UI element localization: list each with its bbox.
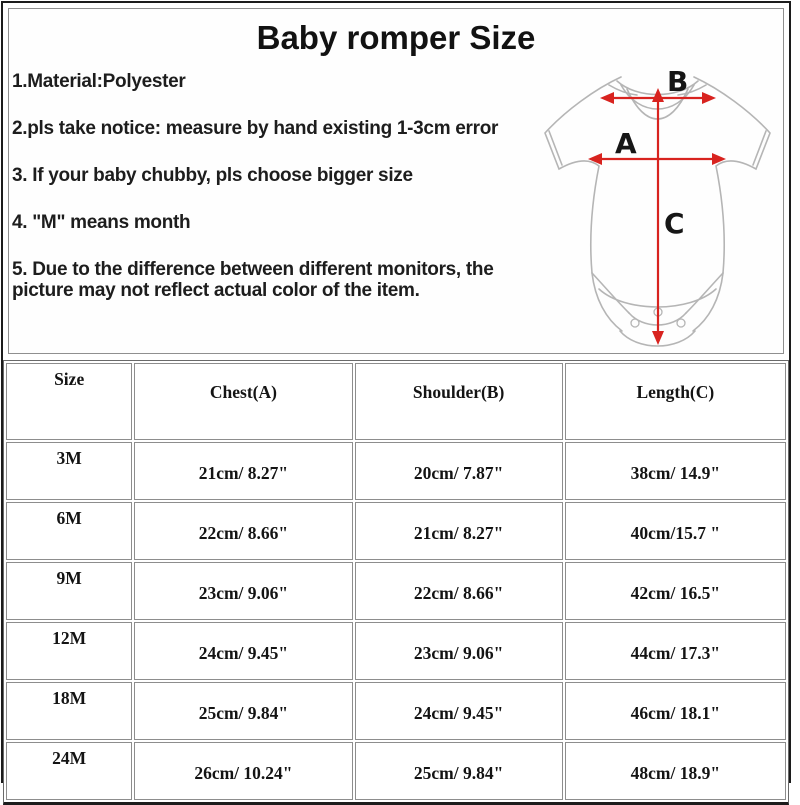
note-monitor-color: 5. Due to the difference between different monitors, the picture may not reflect actual color of the item. bbox=[12, 259, 494, 301]
table-row-24m bbox=[6, 742, 786, 800]
label-length-c: C bbox=[664, 207, 685, 240]
table-row-6m bbox=[6, 502, 786, 560]
page-frame bbox=[1, 1, 791, 783]
size-cell: 9M bbox=[6, 562, 132, 620]
chest-cell: 25cm/ 9.84" bbox=[134, 682, 352, 740]
length-cell: 46cm/ 18.1" bbox=[565, 682, 786, 740]
notes-list bbox=[12, 71, 528, 327]
label-shoulder-b: B bbox=[667, 65, 689, 98]
size-cell: 6M bbox=[6, 502, 132, 560]
note-chubby-size: 3. If your baby chubby, pls choose bigger size bbox=[12, 165, 413, 186]
length-cell: 48cm/ 18.9" bbox=[565, 742, 786, 800]
size-cell: 3M bbox=[6, 442, 132, 500]
chest-cell: 24cm/ 9.45" bbox=[134, 622, 352, 680]
table-row-9m bbox=[6, 562, 786, 620]
note-material: 1.Material:Polyester bbox=[12, 71, 186, 92]
size-cell: 24M bbox=[6, 742, 132, 800]
col-header-chest: Chest(A) bbox=[134, 363, 352, 440]
shoulder-cell: 21cm/ 8.27" bbox=[355, 502, 563, 560]
note-month-meaning: 4. "M" means month bbox=[12, 212, 191, 233]
shoulder-cell: 20cm/ 7.87" bbox=[355, 442, 563, 500]
page-title: Baby romper Size bbox=[256, 19, 536, 56]
romper-measurement-diagram bbox=[525, 61, 790, 361]
shoulder-cell: 24cm/ 9.45" bbox=[355, 682, 563, 740]
table-row-18m bbox=[6, 682, 786, 740]
note-measure-error: 2.pls take notice: measure by hand existing 1-3cm error bbox=[12, 118, 499, 139]
shoulder-cell: 22cm/ 8.66" bbox=[355, 562, 563, 620]
table-row-3m bbox=[6, 442, 786, 500]
length-cell: 42cm/ 16.5" bbox=[565, 562, 786, 620]
snap-button-icon bbox=[677, 319, 685, 327]
snap-button-icon bbox=[631, 319, 639, 327]
table-header-row bbox=[6, 363, 786, 440]
shoulder-cell: 25cm/ 9.84" bbox=[355, 742, 563, 800]
col-header-size: Size bbox=[6, 363, 132, 440]
length-cell: 44cm/ 17.3" bbox=[565, 622, 786, 680]
col-header-length: Length(C) bbox=[565, 363, 786, 440]
chest-cell: 21cm/ 8.27" bbox=[134, 442, 352, 500]
table-row-12m bbox=[6, 622, 786, 680]
shoulder-cell: 23cm/ 9.06" bbox=[355, 622, 563, 680]
col-header-shoulder: Shoulder(B) bbox=[355, 363, 563, 440]
size-table bbox=[3, 360, 789, 805]
length-cell: 38cm/ 14.9" bbox=[565, 442, 786, 500]
chest-cell: 23cm/ 9.06" bbox=[134, 562, 352, 620]
label-chest-a: A bbox=[615, 127, 637, 160]
chest-cell: 26cm/ 10.24" bbox=[134, 742, 352, 800]
chest-cell: 22cm/ 8.66" bbox=[134, 502, 352, 560]
size-cell: 12M bbox=[6, 622, 132, 680]
length-cell: 40cm/15.7 " bbox=[565, 502, 786, 560]
header-section bbox=[8, 8, 784, 354]
size-cell: 18M bbox=[6, 682, 132, 740]
